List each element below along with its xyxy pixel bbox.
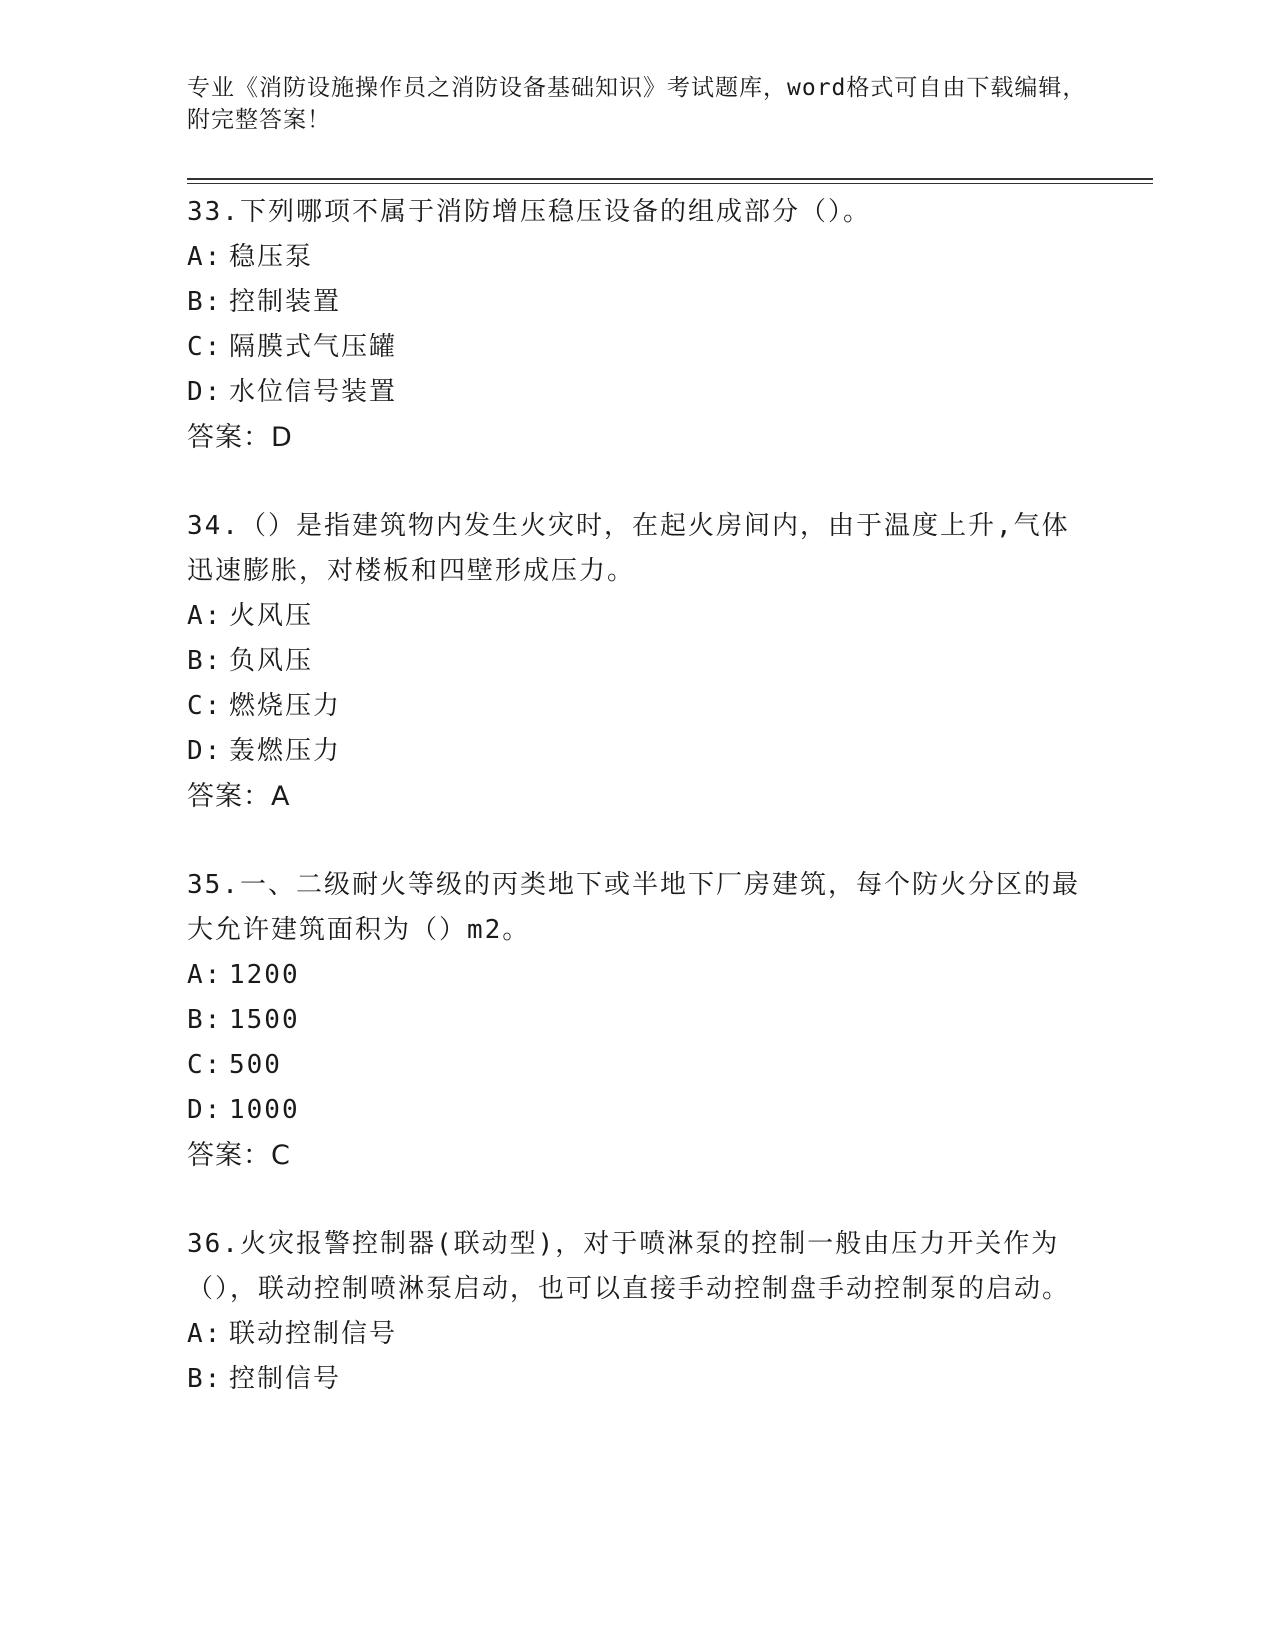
- question-36: [187, 1222, 1087, 1402]
- option-letter: C:: [187, 332, 223, 362]
- option-b: [187, 998, 1087, 1043]
- option-b: [187, 280, 1087, 325]
- option-text: 控制信号: [229, 1364, 342, 1394]
- option-c: [187, 684, 1087, 729]
- option-text: 稳压泵: [229, 242, 314, 272]
- document-header: [187, 72, 1087, 136]
- answer-line: 答案：A: [187, 781, 291, 812]
- option-letter: A:: [187, 601, 223, 631]
- option-letter: A:: [187, 242, 223, 272]
- option-c: [187, 1043, 1087, 1088]
- option-letter: B:: [187, 287, 223, 317]
- option-text: 轰燃压力: [229, 736, 342, 766]
- option-letter: B:: [187, 1364, 223, 1394]
- question-list: [187, 190, 1087, 1446]
- option-d: [187, 1088, 1087, 1133]
- option-letter: D:: [187, 377, 223, 407]
- question-33: [187, 190, 1087, 460]
- question-text: 33.下列哪项不属于消防增压稳压设备的组成部分（）。: [187, 197, 871, 227]
- question-34: [187, 504, 1087, 819]
- header-divider: [187, 178, 1153, 180]
- answer-line: 答案：C: [187, 1140, 291, 1171]
- option-letter: B:: [187, 646, 223, 676]
- question-text: 34.（）是指建筑物内发生火灾时，在起火房间内，由于温度上升,气体迅速膨胀，对楼板和四壁形成压力。: [187, 511, 1070, 586]
- option-text: 1200: [229, 960, 300, 990]
- option-text: 水位信号装置: [229, 377, 398, 407]
- option-text: 1500: [229, 1005, 300, 1035]
- option-a: [187, 235, 1087, 280]
- question-35: [187, 863, 1087, 1178]
- option-d: [187, 370, 1087, 415]
- question-text: 36.火灾报警控制器(联动型)，对于喷淋泵的控制一般由压力开关作为（），联动控制喷淋泵启动，也可以直接手动控制盘手动控制泵的启动。: [187, 1229, 1071, 1304]
- option-text: 联动控制信号: [229, 1319, 398, 1349]
- question-text: 35.一、二级耐火等级的丙类地下或半地下厂房建筑，每个防火分区的最大允许建筑面积为（）m2。: [187, 870, 1080, 945]
- option-letter: A:: [187, 960, 223, 990]
- option-b: [187, 639, 1087, 684]
- option-text: 500: [229, 1050, 282, 1080]
- option-text: 火风压: [229, 601, 314, 631]
- answer-line: 答案：D: [187, 422, 293, 453]
- option-letter: A:: [187, 1319, 223, 1349]
- option-d: [187, 729, 1087, 774]
- option-letter: B:: [187, 1005, 223, 1035]
- option-letter: C:: [187, 691, 223, 721]
- option-text: 隔膜式气压罐: [229, 332, 398, 362]
- option-c: [187, 325, 1087, 370]
- option-text: 控制装置: [229, 287, 342, 317]
- option-text: 1000: [229, 1095, 300, 1125]
- option-letter: C:: [187, 1050, 223, 1080]
- option-text: 负风压: [229, 646, 314, 676]
- header-text: 专业《消防设施操作员之消防设备基础知识》考试题库，word格式可自由下载编辑，附完整答案！: [187, 75, 1087, 133]
- header-divider-thin: [187, 183, 1153, 184]
- option-letter: D:: [187, 736, 223, 766]
- option-letter: D:: [187, 1095, 223, 1125]
- option-a: [187, 1312, 1087, 1357]
- option-a: [187, 594, 1087, 639]
- option-a: [187, 953, 1087, 998]
- option-text: 燃烧压力: [229, 691, 342, 721]
- option-b: [187, 1357, 1087, 1402]
